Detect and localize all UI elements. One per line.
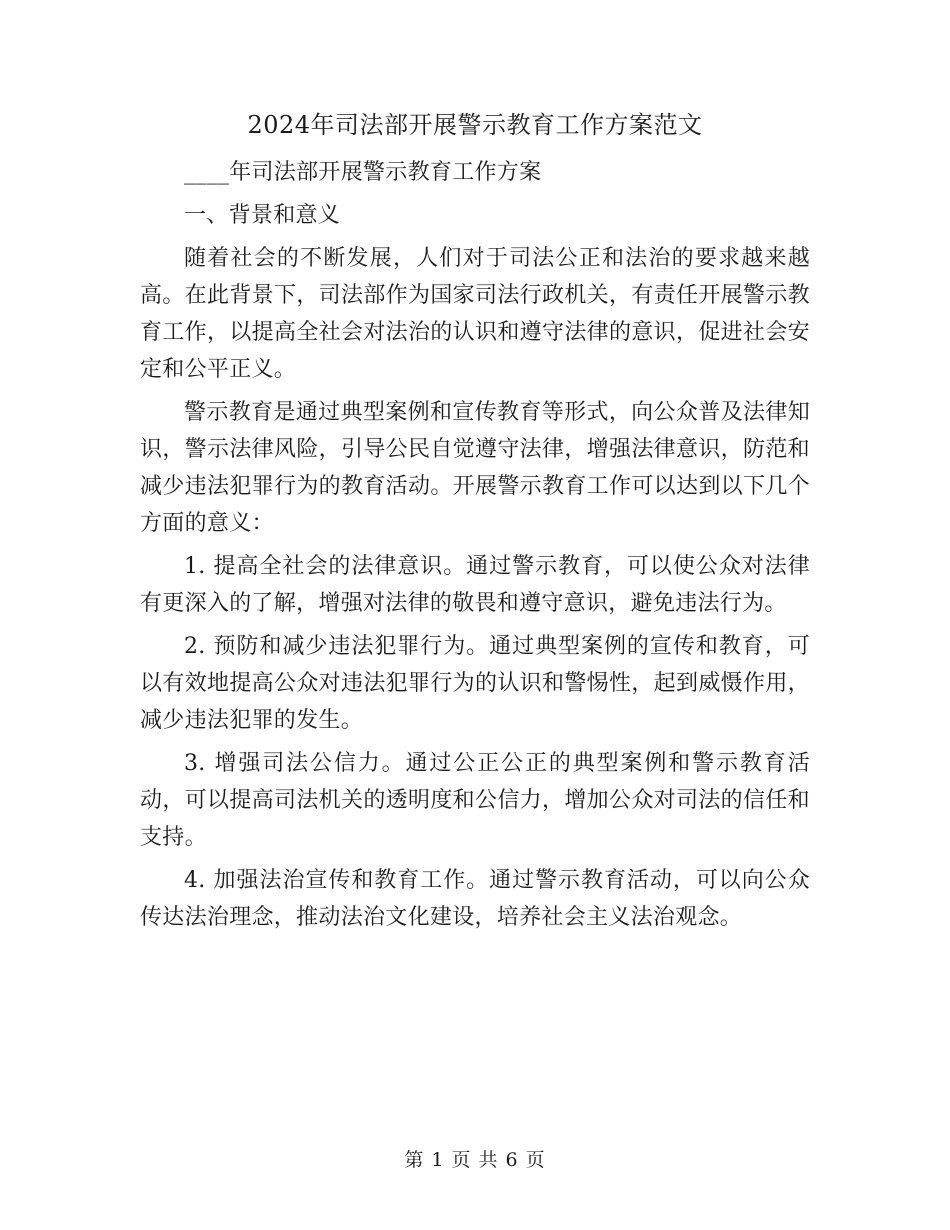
document-body [140, 154, 810, 942]
list-item-2: 2. 预防和减少违法犯罪行为。通过典型案例的宣传和教育，可以有效地提高公众对违法犯罪行为的认识和警惕性，起到威慑作用，减少违法犯罪的发生。 [140, 634, 810, 733]
list-item-1: 1. 提高全社会的法律意识。通过警示教育，可以使公众对法律有更深入的了解，增强对法律的敬畏和遵守意识，避免违法行为。 [140, 554, 810, 616]
document-title: 2024年司法部开展警示教育工作方案范文 [247, 111, 703, 139]
paragraph: 警示教育是通过典型案例和宣传教育等形式，向公众普及法律知识，警示法律风险，引导公民自觉遵守法律，增强法律意识，防范和减少违法犯罪行为的教育活动。开展警示教育工作可以达到以下几个方面的意义： [140, 400, 810, 536]
paragraph: 随着社会的不断发展，人们对于司法公正和法治的要求越来越高。在此背景下，司法部作为国家司法行政机关，有责任开展警示教育工作，以提高全社会对法治的认识和遵守法律的意识，促进社会安定和公平正义。 [140, 246, 810, 382]
document-subtitle: ____年司法部开展警示教育工作方案 [184, 160, 542, 185]
list-item-3: 3. 增强司法公信力。通过公正公正的典型案例和警示教育活动，可以提高司法机关的透明度和公信力，增加公众对司法的信任和支持。 [140, 751, 810, 850]
page-number-footer: 第 1 页 共 6 页 [404, 1149, 546, 1171]
list-item-4: 4. 加强法治宣传和教育工作。通过警示教育活动，可以向公众传达法治理念，推动法治文化建设，培养社会主义法治观念。 [140, 868, 810, 930]
section-heading-background: 一、背景和意义 [184, 203, 341, 228]
